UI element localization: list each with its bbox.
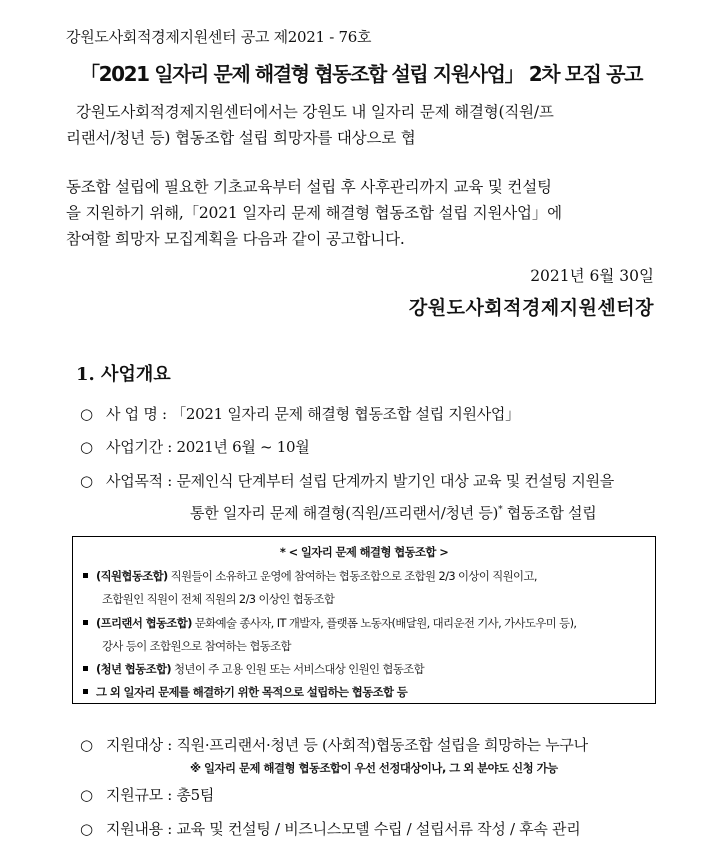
box-entry-2-text: 문화예술 종사자, IT 개발자, 플랫폼 노동자(배달원, 대리운전 기사, 가사도우미 등), xyxy=(191,616,577,630)
item-period-value: 2021년 6월 ~ 10월 xyxy=(176,438,310,456)
intro-line-3: 동조합 설립에 필요한 기초교육부터 설립 후 사후관리까지 교육 및 컨설팅 xyxy=(66,178,552,196)
box-entry-1-text: 직원들이 소유하고 운영에 참여하는 협동조합으로 조합원 2/3 이상이 직원이고, xyxy=(167,569,537,583)
item-scale-value: 총5팀 xyxy=(176,786,215,804)
square-bullet-icon xyxy=(83,689,88,694)
item-name xyxy=(80,403,520,424)
item-content-value: 교육 및 컨설팅 / 비즈니스모델 수립 / 설립서류 작성 / 후속 관리 xyxy=(176,820,581,838)
box-entry-4-heading: 그 외 일자리 문제를 해결하기 위한 목적으로 설립하는 협동조합 등 xyxy=(96,685,408,699)
notice-date: 2021년 6월 30일 xyxy=(530,267,654,285)
circle-bullet-icon: ○ xyxy=(80,820,93,838)
item-period-label: 사업기간 : xyxy=(106,438,172,456)
box-entry-2-heading: (프리랜서 협동조합) xyxy=(96,616,192,630)
item-period xyxy=(80,436,309,457)
footnote-mark: * xyxy=(498,505,503,515)
page-title: 「2021 일자리 문제 해결형 협동조합 설립 지원사업」 2차 모집 공고 xyxy=(79,62,642,86)
item-content-label: 지원내용 : xyxy=(106,820,172,838)
item-purpose-continuation xyxy=(190,502,596,523)
item-content xyxy=(80,818,580,839)
item-target-label: 지원대상 : xyxy=(106,736,172,754)
item-target xyxy=(80,734,588,755)
circle-bullet-icon: ○ xyxy=(80,438,93,456)
box-entry-1 xyxy=(83,568,537,584)
box-entry-3-text: 청년이 주 고용 인원 또는 서비스대상 인원인 협동조합 xyxy=(171,662,425,676)
notice-number: 강원도사회적경제지원센터 공고 제2021 - 76호 xyxy=(66,28,372,46)
purpose-continuation-text: 통한 일자리 문제 해결형(직원/프리랜서/청년 등) xyxy=(190,504,499,522)
section-title: 1. 사업개요 xyxy=(76,364,171,385)
square-bullet-icon xyxy=(83,573,88,578)
box-entry-1-cont: 조합원인 직원이 전체 직원의 2/3 이상인 협동조합 xyxy=(102,592,335,606)
circle-bullet-icon: ○ xyxy=(80,786,93,804)
intro-line-1: 강원도사회적경제지원센터에서는 강원도 내 일자리 문제 해결형(직원/프 xyxy=(76,103,554,121)
square-bullet-icon xyxy=(83,666,88,671)
item-purpose-value: 문제인식 단계부터 설립 단계까지 발기인 대상 교육 및 컨설팅 지원을 xyxy=(176,472,614,490)
square-bullet-icon xyxy=(83,620,88,625)
box-entry-3 xyxy=(83,661,424,677)
item-scale xyxy=(80,784,214,805)
intro-line-4: 을 지원하기 위해,「2021 일자리 문제 해결형 협동조합 설립 지원사업」에 xyxy=(66,204,562,222)
intro-line-2: 리랜서/청년 등) 협동조합 설립 희망자를 대상으로 협 xyxy=(66,129,416,147)
circle-bullet-icon: ○ xyxy=(80,736,93,754)
item-purpose-label: 사업목적 : xyxy=(106,472,172,490)
intro-line-5: 참여할 희망자 모집계획을 다음과 같이 공고합니다. xyxy=(66,230,405,248)
purpose-continuation-end: 협동조합 설립 xyxy=(502,504,597,522)
box-entry-1-heading: (직원협동조합) xyxy=(96,569,168,583)
box-entry-2-cont: 강사 등이 조합원으로 참여하는 협동조합 xyxy=(102,639,291,653)
item-name-value: 「2021 일자리 문제 해결형 협동조합 설립 지원사업」 xyxy=(171,405,520,423)
box-entry-4 xyxy=(83,684,407,700)
box-entry-3-heading: (청년 협동조합) xyxy=(96,662,171,676)
item-name-label: 사 업 명 : xyxy=(106,405,167,423)
organization-name: 강원도사회적경제지원센터장 xyxy=(408,297,654,319)
box-title: * < 일자리 문제 해결형 협동조합 > xyxy=(279,545,449,559)
circle-bullet-icon: ○ xyxy=(80,405,93,423)
item-scale-label: 지원규모 : xyxy=(106,786,172,804)
target-note: ※ 일자리 문제 해결형 협동조합이 우선 선정대상이나, 그 외 분야도 신청 가능 xyxy=(190,761,558,775)
cooperative-definition-box xyxy=(72,536,656,704)
circle-bullet-icon: ○ xyxy=(80,472,93,490)
item-purpose xyxy=(80,470,614,491)
item-target-value: 직원·프리랜서·청년 등 (사회적)협동조합 설립을 희망하는 누구나 xyxy=(176,736,588,754)
box-entry-2 xyxy=(83,615,576,631)
